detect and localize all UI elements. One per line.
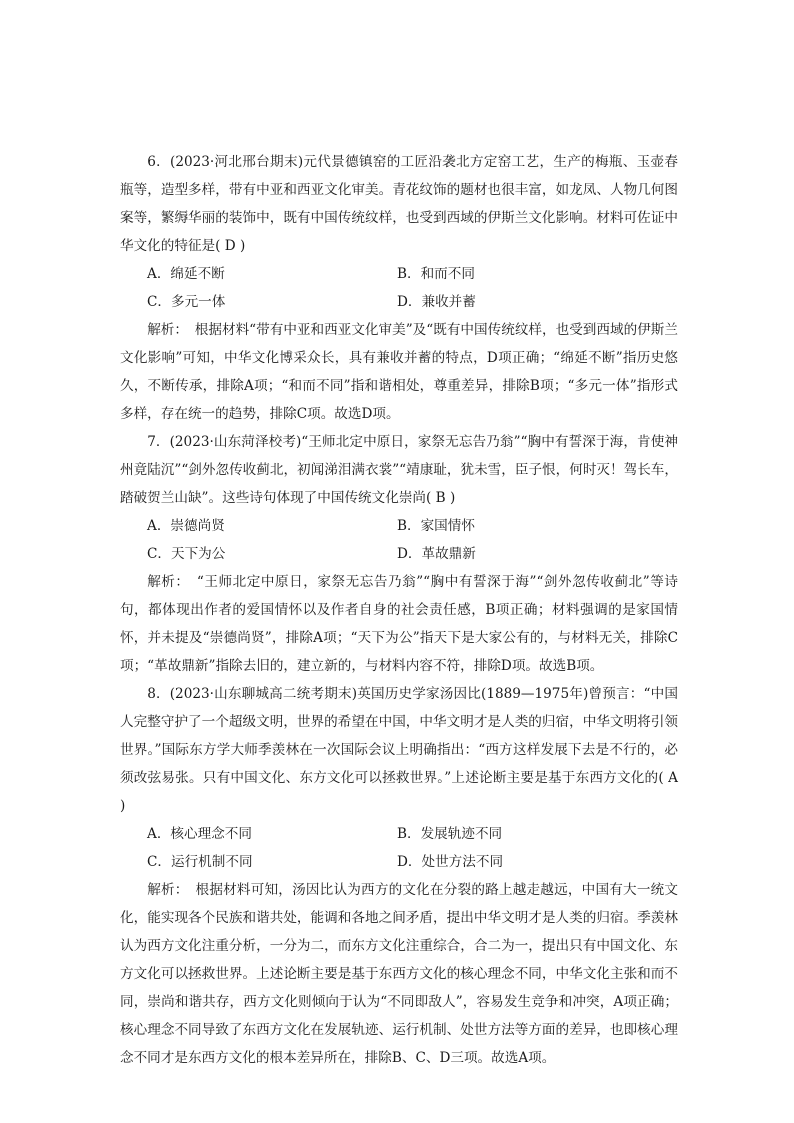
analysis-text: 解析： 根据材料“带有中亚和西亚文化审美”及“既有中国传统纹样，也受到西域的伊斯兰文化影响”可知，中华文化博采众长，具有兼收并蓄的特点，D项正确；“绵延不断”指历史悠久，不断传承，排除A项；“和而不同”指和谐相处，尊重差异，排除B项；“多元一体”指形式多样，存在统一的趋势，排除C项。故选D项。	[120, 322, 678, 422]
option-a: A．核心理念不同	[147, 826, 252, 842]
question-6	[120, 148, 678, 428]
option-c: C．多元一体	[147, 294, 226, 310]
option-d: D．兼收并蓄	[397, 294, 476, 310]
question-stem: 8．(2023·山东聊城高二统考期末)英国历史学家汤因比(1889—1975年)曾预言：“中国人完整守护了一个超级文明，世界的希望在中国，中华文明才是人类的归宿，中华文明将引领世界。”国际东方学大师季羡林在一次国际会议上明确指出：“西方这样发展下去是不行的，必须改弦易张。只有中国文化、东方文化可以拯救世界。”上述论断主要是基于东西方文化的( A )	[120, 686, 678, 814]
question-list	[120, 148, 678, 1072]
option-b: B．发展轨迹不同	[397, 826, 503, 842]
answer-options	[120, 820, 678, 876]
option-c: C．天下为公	[147, 546, 226, 562]
option-b: B．和而不同	[397, 266, 475, 282]
question-stem: 7．(2023·山东菏泽校考)“王师北定中原日，家祭无忘告乃翁”“胸中有誓深于海，肯使神州竟陆沉”“剑外忽传收蓟北，初闻涕泪满衣裳”“靖康耻，犹未雪，臣子恨，何时灭！驾长车，踏破贺兰山缺”。这些诗句体现了中国传统文化崇尚( B )	[120, 434, 678, 506]
question-stem: 6．(2023·河北邢台期末)元代景德镇窑的工匠沿袭北方定窑工艺，生产的梅瓶、玉壶春瓶等，造型多样，带有中亚和西亚文化审美。青花纹饰的题材也很丰富，如龙凤、人物几何图案等，繁缛华丽的装饰中，既有中国传统纹样，也受到西域的伊斯兰文化影响。材料可佐证中华文化的特征是( D )	[120, 154, 678, 254]
option-b: B．家国情怀	[397, 518, 475, 534]
question-7	[120, 428, 678, 680]
analysis-text: 解析： “王师北定中原日，家祭无忘告乃翁”“胸中有誓深于海”“剑外忽传收蓟北”等诗句，都体现出作者的爱国情怀以及作者自身的社会责任感，B项正确；材料强调的是家国情怀，并未提及“崇德尚贤”，排除A项；“天下为公”指天下是大家公有的，与材料无关，排除C项；“革故鼎新”指除去旧的，建立新的，与材料内容不符，排除D项。故选B项。	[120, 574, 678, 674]
answer-options	[120, 260, 678, 316]
option-a: A．崇德尚贤	[147, 518, 225, 534]
answer-options	[120, 512, 678, 568]
option-d: D．革故鼎新	[397, 546, 476, 562]
option-c: C．运行机制不同	[147, 854, 253, 870]
analysis-text: 解析： 根据材料可知，汤因比认为西方的文化在分裂的路上越走越远，中国有大一统文化，能实现各个民族和谐共处，能调和各地之间矛盾，提出中华文明才是人类的归宿。季羡林认为西方文化注重分析，一分为二，而东方文化注重综合，合二为一，提出只有中国文化、东方文化可以拯救世界。上述论断主要是基于东西方文化的核心理念不同，中华文化主张和而不同，崇尚和谐共存，西方文化则倾向于认为“不同即敌人”，容易发生竞争和冲突，A项正确；核心理念不同导致了东西方文化在发展轨迹、运行机制、处世方法等方面的差异，也即核心理念不同才是东西方文化的根本差异所在，排除B、C、D三项。故选A项。	[120, 882, 678, 1066]
option-a: A．绵延不断	[147, 266, 225, 282]
question-8	[120, 680, 678, 1072]
option-d: D．处世方法不同	[397, 854, 504, 870]
